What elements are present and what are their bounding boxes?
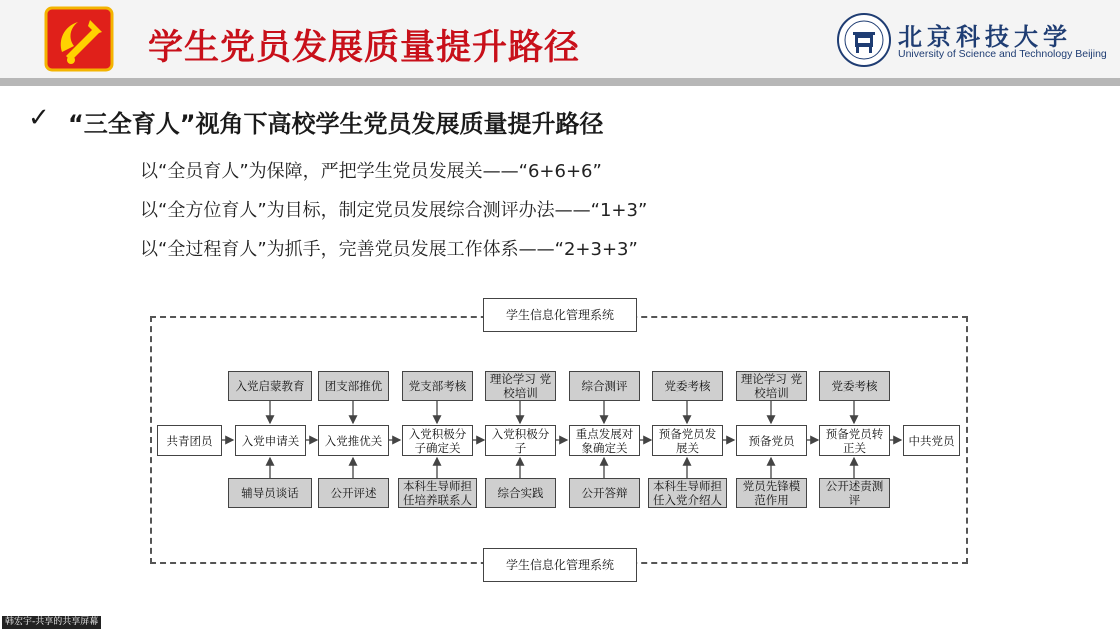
- flow-step: 入党积极分子确定关: [402, 425, 473, 456]
- bottom-system-box: 学生信息化管理系统: [483, 548, 637, 582]
- bottom-input-box: 公开述责测评: [819, 478, 890, 508]
- top-system-box: 学生信息化管理系统: [483, 298, 637, 332]
- bottom-input-box: 本科生导师担任入党介绍人: [648, 478, 727, 508]
- flow-step: 中共党员: [903, 425, 960, 456]
- top-input-box: 党委考核: [652, 371, 723, 401]
- flow-step: 预备党员转正关: [819, 425, 890, 456]
- top-input-box: 团支部推优: [318, 371, 389, 401]
- top-input-box: 党委考核: [819, 371, 890, 401]
- check-icon: ✓: [28, 103, 50, 133]
- bottom-input-box: 公开答辩: [569, 478, 640, 508]
- top-input-box: 综合测评: [569, 371, 640, 401]
- bullet-item: 以“全方位育人”为目标，制定党员发展综合测评办法——“1+3”: [140, 200, 648, 221]
- flow-step: 入党积极分子: [485, 425, 556, 456]
- flow-step: 入党申请关: [235, 425, 306, 456]
- screen-share-label: 韩宏宇-共享的共享屏幕: [2, 616, 101, 629]
- top-input-box: 理论学习 党校培训: [485, 371, 556, 401]
- section-heading: “三全育人”视角下高校学生党员发展质量提升路径: [68, 110, 604, 138]
- university-name-cn: 北京科技大学: [898, 22, 1072, 51]
- top-input-box: 党支部考核: [402, 371, 473, 401]
- bottom-input-box: 本科生导师担任培养联系人: [398, 478, 477, 508]
- bullet-item: 以“全过程育人”为抓手，完善党员发展工作体系——“2+3+3”: [140, 239, 638, 260]
- flow-step: 重点发展对象确定关: [569, 425, 640, 456]
- flow-step: 共青团员: [157, 425, 222, 456]
- flow-step: 预备党员发展关: [652, 425, 723, 456]
- bottom-input-box: 公开评述: [318, 478, 389, 508]
- flow-step: 入党推优关: [318, 425, 389, 456]
- page-title: 学生党员发展质量提升路径: [148, 28, 581, 68]
- flow-step: 预备党员: [736, 425, 807, 456]
- top-input-box: 理论学习 党校培训: [736, 371, 807, 401]
- bottom-input-box: 综合实践: [485, 478, 556, 508]
- bottom-input-box: 辅导员谈话: [228, 478, 312, 508]
- top-input-box: 入党启蒙教育: [228, 371, 312, 401]
- bullet-item: 以“全员育人”为保障，严把学生党员发展关——“6+6+6”: [140, 161, 602, 182]
- university-name-en: University of Science and Technology Beijing: [898, 48, 1107, 60]
- bottom-input-box: 党员先锋模范作用: [736, 478, 807, 508]
